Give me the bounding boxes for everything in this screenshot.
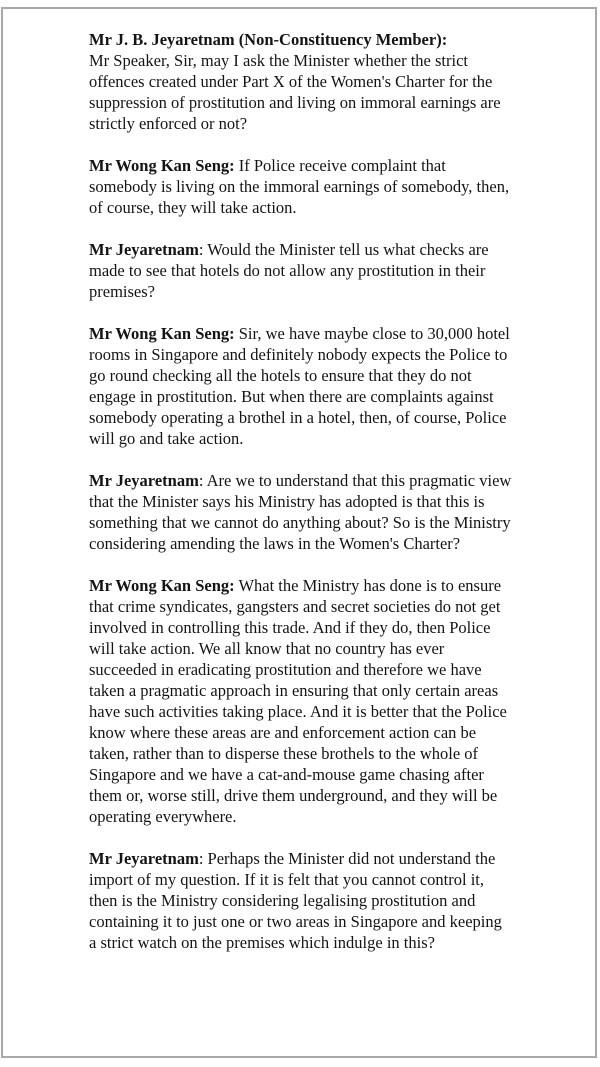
speech-text: : Are we to understand that this pragmatic view that the Minister says his Ministry has adopted is that this is something that we cannot do anything about? So is the Ministry considering amending the laws in the Women's Charter? bbox=[89, 471, 512, 553]
speaker-name: Mr Wong Kan Seng: bbox=[89, 324, 235, 343]
speech-text: If Police receive complaint that somebody is living on the immoral earnings of somebody, then, of course, they will take action. bbox=[89, 156, 510, 217]
speaker-name: Mr Wong Kan Seng: bbox=[89, 576, 235, 595]
speaker-name: Mr Jeyaretnam bbox=[89, 849, 199, 868]
speech-paragraph bbox=[89, 239, 513, 302]
speaker-name: Mr Jeyaretnam bbox=[89, 240, 199, 259]
speech-text: Mr Speaker, Sir, may I ask the Minister whether the strict offences created under Part X of the Women's Charter for the suppression of prostitution and living on immoral earnings are strictly enforced or not? bbox=[89, 51, 501, 133]
speaker-name: Mr J. B. Jeyaretnam (Non-Constituency Member): bbox=[89, 30, 448, 49]
speaker-name: Mr Jeyaretnam bbox=[89, 471, 199, 490]
transcript-text-block bbox=[89, 29, 513, 953]
speech-text: Sir, we have maybe close to 30,000 hotel rooms in Singapore and definitely nobody expects the Police to go round checking all the hotels to ensure that they do not engage in prostitution. But when there are complaints against somebody operating a brothel in a hotel, then, of course, Police will go and take action. bbox=[89, 324, 510, 448]
speech-paragraph bbox=[89, 29, 513, 134]
speech-paragraph bbox=[89, 155, 513, 218]
speech-paragraph bbox=[89, 470, 513, 554]
speech-paragraph bbox=[89, 323, 513, 449]
speech-text: What the Ministry has done is to ensure that crime syndicates, gangsters and secret societies do not get involved in controlling this trade. And if they do, then Police will take action. We all know that no country has ever succeeded in eradicating prostitution and therefore we have taken a pragmatic approach in ensuring that only certain areas have such activities taking place. And it is better that the Police know where these areas are and enforcement action can be taken, rather than to disperse these brothels to the whole of Singapore and we have a cat-and-mouse game chasing after them or, worse still, drive them underground, and they will be operating everywhere. bbox=[89, 576, 507, 826]
speaker-name: Mr Wong Kan Seng: bbox=[89, 156, 235, 175]
speech-paragraph bbox=[89, 575, 513, 827]
speech-text: : Would the Minister tell us what checks are made to see that hotels do not allow any prostitution in their premises? bbox=[89, 240, 489, 301]
speech-paragraph bbox=[89, 848, 513, 953]
speech-text: : Perhaps the Minister did not understand the import of my question. If it is felt that you cannot control it, then is the Ministry considering legalising prostitution and containing it to just one or two areas in Singapore and keeping a strict watch on the premises which indulge in this? bbox=[89, 849, 502, 952]
